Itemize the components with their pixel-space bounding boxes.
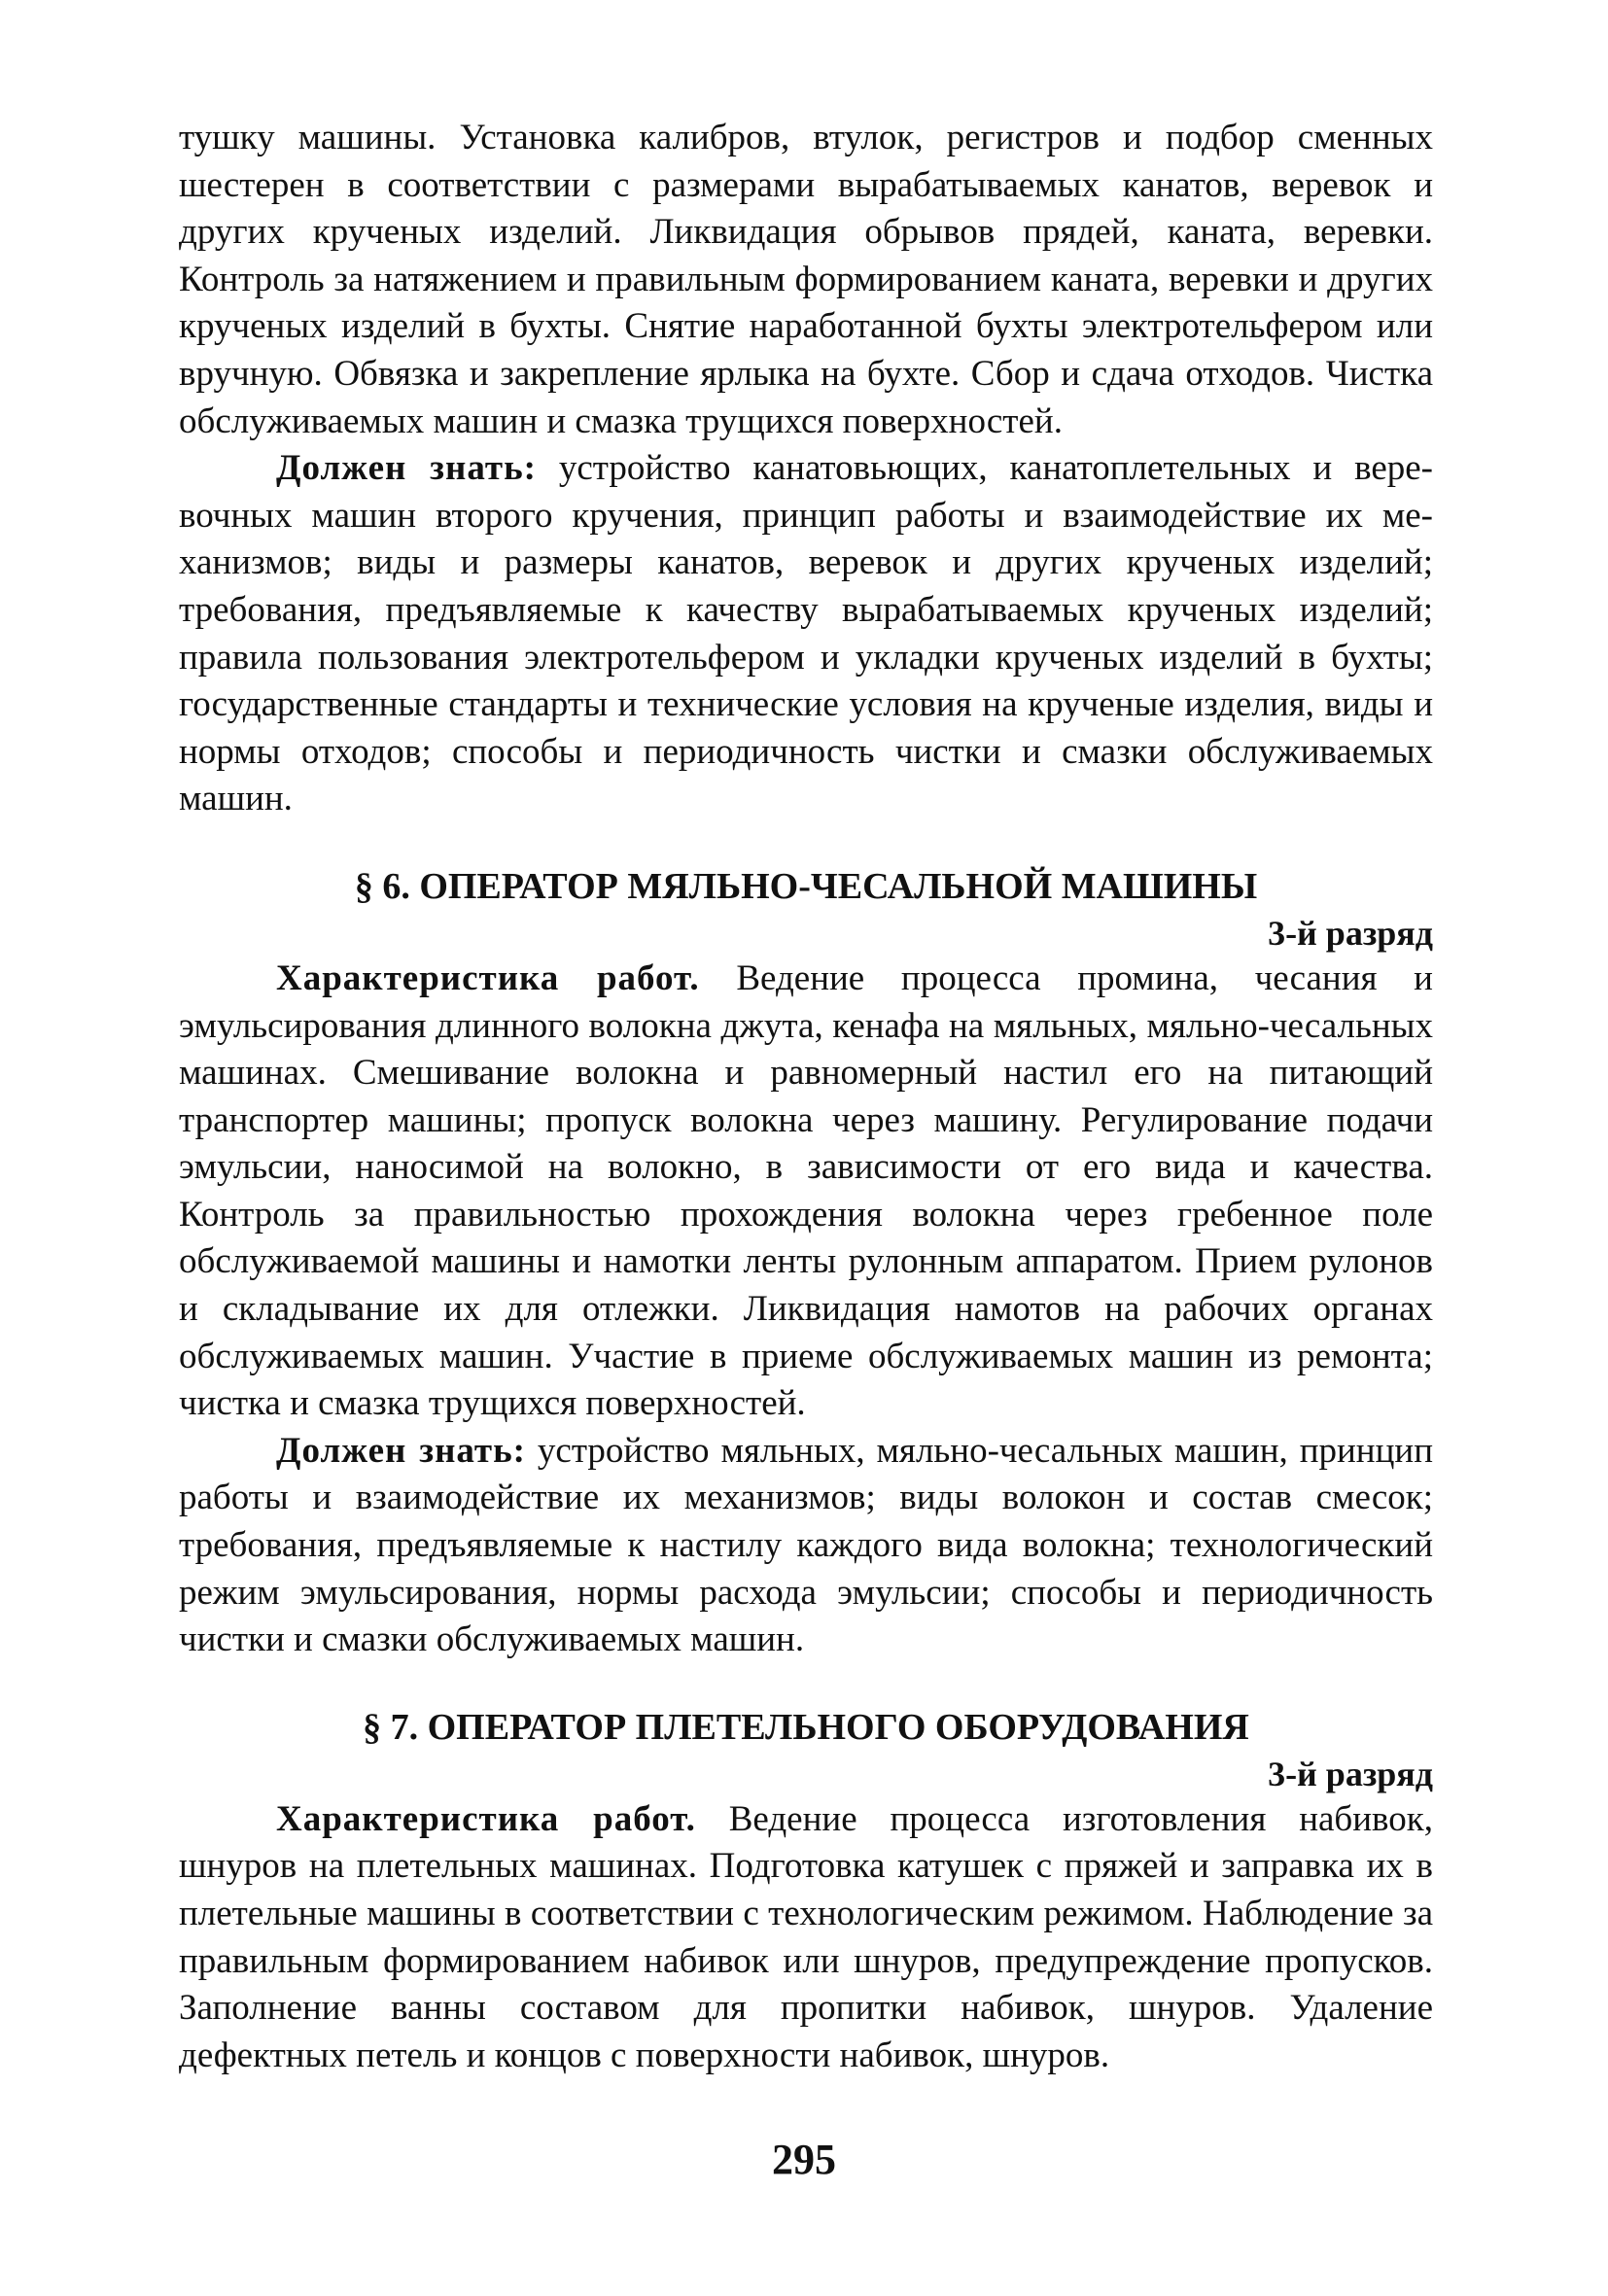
section-7-characteristics xyxy=(179,1796,1433,2080)
section-7-heading: § 7. ОПЕРАТОР ПЛЕТЕЛЬНОГО ОБОРУДОВАНИЯ xyxy=(363,1706,1249,1748)
section-6-grade: 3-й разряд xyxy=(1268,913,1433,953)
characteristics-label: Характеристика работ. xyxy=(276,957,700,998)
must-know-text: устройство мяльных, мяльно-чесальных машин, принцип работы и взаимодействие их механизмов; виды волокон и состав смесок; требования, предъявляемые к настилу каждого вида волокна; технологический режим эмульсирования, нормы расхода эмульсии; способы и периодичность чистки и смазки обслуживаемых машин. xyxy=(179,1430,1433,1660)
paragraph-must-know-s5 xyxy=(179,445,1433,823)
section-6-heading: § 6. ОПЕРАТОР МЯЛЬНО-ЧЕСАЛЬНОЙ МАШИНЫ xyxy=(354,865,1258,907)
paragraph-continuation: тушку машины. Установка калибров, втулок, регистров и подбор сменных шестерен в соответствии с размерами вырабатываемых канатов, веревок и других крученых изделий. Ликвидация обрывов прядей, каната, веревки. Контроль за натяжением и правильным формированием каната, веревки и других крученых изделий в бухты. Снятие наработанной бухты электротельфером или вручную. Обвязка и закрепление ярлыка на бухте. Сбор и сдача отходов. Чистка обслуживаемых машин и смазка трущихся поверхностей. xyxy=(179,118,1433,441)
characteristics-label: Характеристика работ. xyxy=(276,1798,696,1839)
characteristics-text: Ведение процесса изготовления набивок, шнуров на плетельных машинах. Подготовка катушек с пряжей и заправка их в плетельные машины в соответствии с технологическим режимом. Наблюдение за правильным формированием набивок или шнуров, предупреждение пропусков. Заполнение ванны составом для пропитки набивок, шнуров. Удаление дефектных петель и концов с поверхности набивок, шнуров. xyxy=(179,1798,1433,2075)
must-know-text: устройство канатовьющих, канатоплетельных и веревочных машин второго кручения, принцип работы и взаимодействие их механизмов; виды и размеры канатов, веревок и других крученых изделий; требования, предъявляемые к качеству вырабатываемых крученых изделий; правила пользования электротельфером и укладки крученых изделий в бухты; государственные стандарты и технические условия на крученые изделия, виды и нормы отходов; способы и периодичность чистки и смазки обслуживаемых машин. xyxy=(179,448,1433,819)
must-know-label: Должен знать: xyxy=(276,1430,526,1471)
must-know-label: Должен знать: xyxy=(276,448,537,489)
page-body xyxy=(179,115,1433,2079)
characteristics-text: Ведение процесса промина, чесания и эмульсирования длинного волокна джута, кенафа на мяльных, мяльно-чесальных машинах. Смешивание волокна и равномерный настил его на питающий транспортер машины; пропуск волокна через машину. Регулирование подачи эмульсии, наносимой на волокно, в зависимости от его вида и качества. Контроль за правильностью прохождения волокна через гребенное поле обслуживаемой машины и намотки ленты рулонным аппаратом. Прием рулонов и складывание их для отлежки. Ликвидация намотов на рабочих органах обслуживаемых машин. Участие в приеме обслуживаемых машин из ремонта; чистка и смазка трущихся поверхностей. xyxy=(179,957,1433,1424)
section-6-characteristics xyxy=(179,956,1433,1428)
section-6-must-know xyxy=(179,1428,1433,1664)
page-number: 295 xyxy=(772,2136,836,2183)
section-7-grade: 3-й разряд xyxy=(1268,1754,1433,1793)
